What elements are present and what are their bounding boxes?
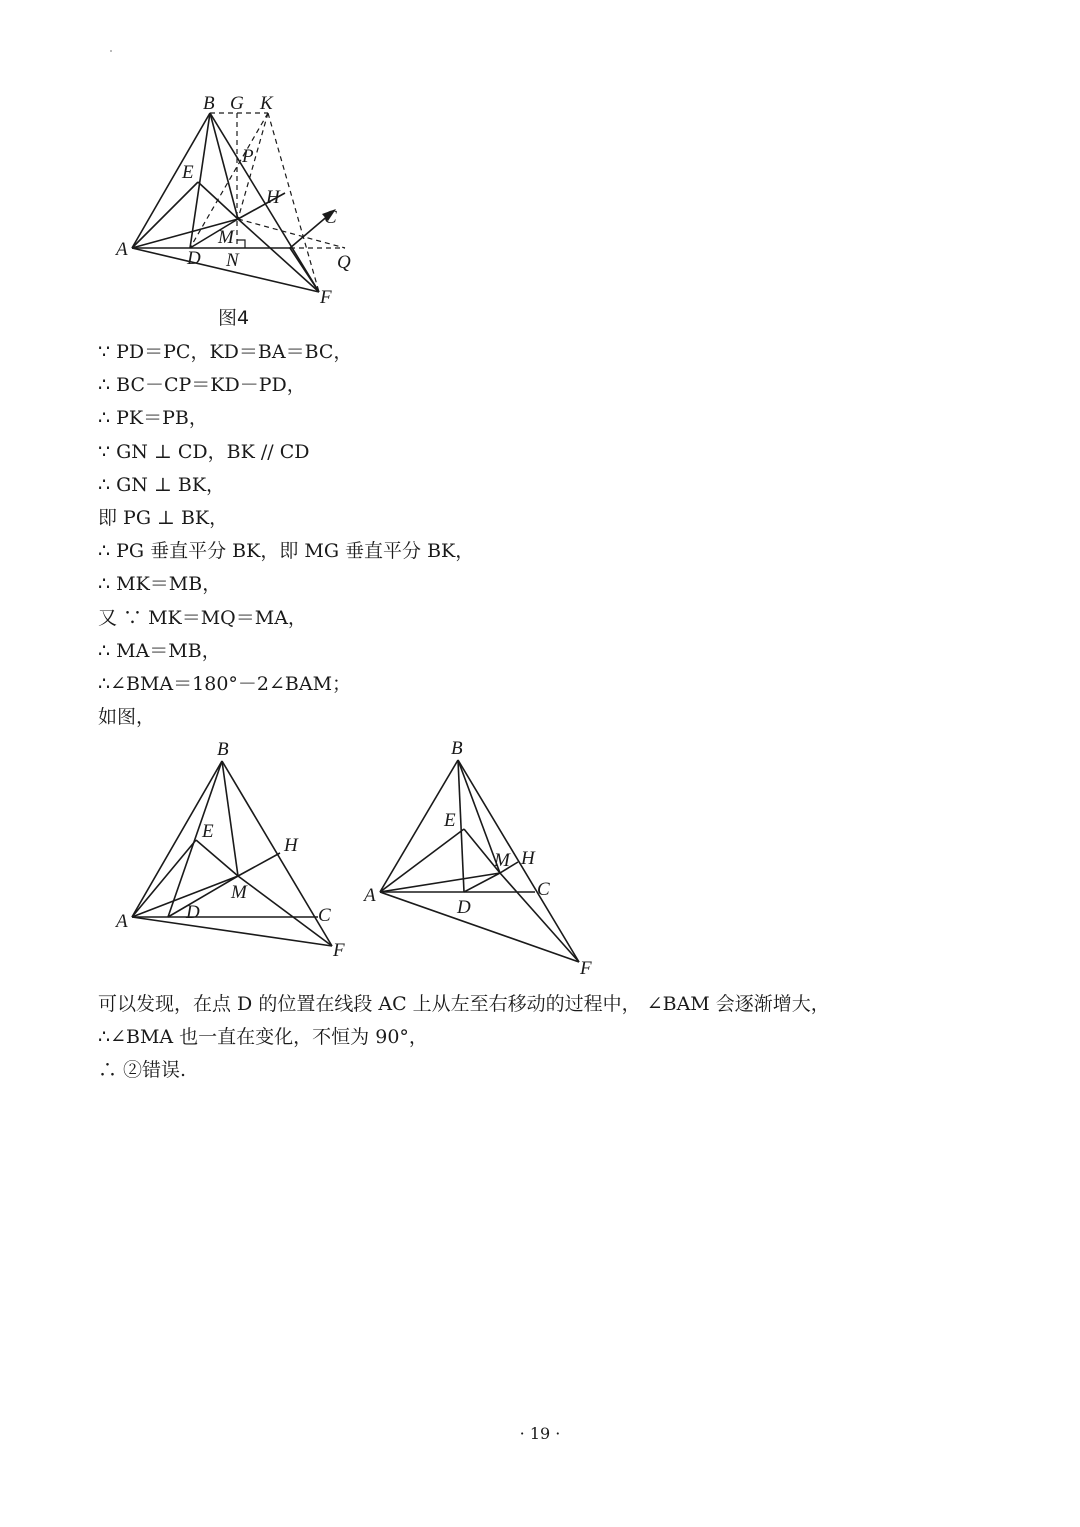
label-D: D [457,897,471,918]
label-M: M [494,850,510,871]
label-F: F [320,287,332,308]
proof-line: ∴ BC－CP＝KD－PD， [98,374,306,397]
label-G: G [230,93,244,114]
label-E: E [444,810,456,831]
proof-line: ∵ PD＝PC，KD＝BA＝BC， [98,341,353,363]
proof-line: ∴ PG 垂直平分 BK，即 MG 垂直平分 BK， [98,540,475,563]
label-C: C [537,879,550,900]
label-B: B [203,93,215,114]
label-A: A [116,911,128,932]
label-A: A [116,239,128,260]
label-E: E [202,821,214,842]
label-A: A [364,885,376,906]
proof-line: ∴ MK＝MB， [98,573,222,596]
label-N: N [226,250,239,271]
conclusion-line: ∴ ②错误. [98,1059,187,1082]
conclusion [98,988,830,1088]
label-B: B [451,738,463,759]
label-C: C [324,207,337,228]
conclusion-line: ∴∠BMA 也一直在变化，不恒为 90°， [98,1026,428,1049]
figure-right [0,0,620,980]
proof-line: 即 PG ⊥ BK， [98,506,229,529]
proof-line: ∵ GN ⊥ CD，BK // CD [98,440,310,463]
label-D: D [186,902,200,923]
page-number: · 19 · [519,1424,561,1443]
label-H: H [266,187,280,208]
label-F: F [580,958,592,979]
conclusion-line: 可以发现，在点 D 的位置在线段 AC 上从左至右移动的过程中， ∠BAM 会逐渐增大， [98,993,830,1015]
label-H: H [284,835,298,856]
label-E: E [182,162,194,183]
figure-4-caption: 图4 [218,307,250,329]
proof-line: ∴ GN ⊥ BK， [98,473,226,496]
proof-line: ∴ MA＝MB， [98,639,221,662]
label-D: D [187,248,201,269]
label-F: F [333,940,345,961]
label-M: M [231,882,247,903]
label-C: C [318,905,331,926]
label-B: B [217,739,229,760]
proof-line: ∴ PK＝PB， [98,407,208,430]
label-Q: Q [337,252,351,273]
label-P: P [242,146,254,167]
label-K: K [260,93,273,114]
proof-line: 又 ∵ MK＝MQ＝MA， [98,606,307,629]
proof-line: 如图， [98,706,156,729]
figure-right-diagram [0,0,620,980]
proof-line: ∴∠BMA＝180°－2∠BAM； [98,672,352,695]
label-M: M [218,227,234,248]
label-H: H [521,848,535,869]
